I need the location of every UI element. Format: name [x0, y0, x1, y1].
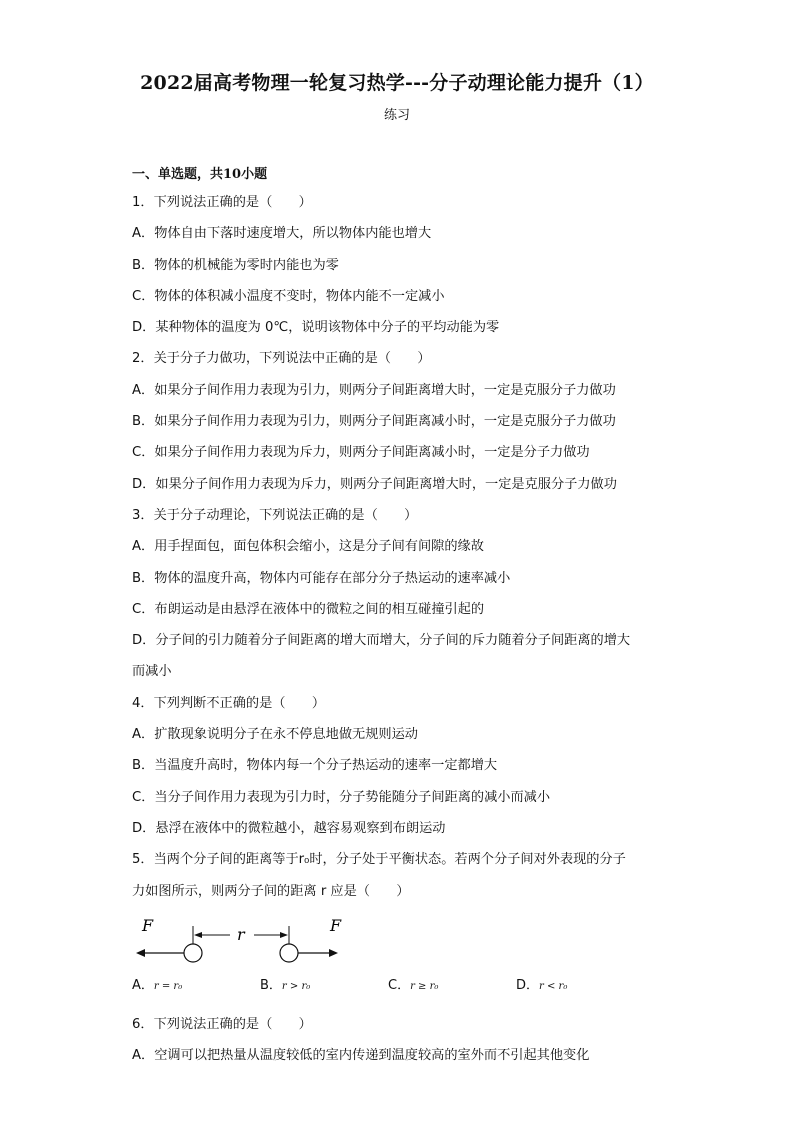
- question-5-choices: [132, 976, 672, 1016]
- choice-d-label: D．: [516, 977, 540, 993]
- question-4-option-c: C．当分子间作用力表现为引力时，分子势能随分子间距离的减小而减小: [132, 789, 551, 805]
- right-force-label: F: [330, 915, 342, 935]
- distance-arrowhead-right-icon: [280, 932, 288, 938]
- question-2-option-b: B．如果分子间作用力表现为引力，则两分子间距离减小时，一定是克服分子力做功: [132, 414, 616, 430]
- document-title: 2022届高考物理一轮复习热学---分子动理论能力提升（1）: [140, 72, 654, 94]
- choice-c-label: C．: [388, 977, 411, 993]
- question-5-stem-line-2: 力如图所示，则两分子间的距离 r 应是（ ）: [132, 883, 410, 899]
- question-2-option-c: C．如果分子间作用力表现为斥力，则两分子间距离减小时，一定是分子力做功: [132, 445, 590, 461]
- choice-d-expr: r < r₀: [539, 980, 568, 992]
- force-diagram: [132, 916, 372, 976]
- question-4-option-a: A．扩散现象说明分子在永不停息地做无规则运动: [132, 727, 418, 743]
- question-list: [132, 167, 672, 1078]
- question-4-option-d: D．悬浮在液体中的微粒越小，越容易观察到布朗运动: [132, 820, 446, 836]
- question-2-stem: 2．关于分子力做功，下列说法中正确的是（ ）: [132, 351, 431, 367]
- question-1-stem: 1．下列说法正确的是（ ）: [132, 195, 312, 210]
- choice-b-expr: r > r₀: [281, 980, 311, 992]
- question-1-option-c: C．物体的体积减小温度不变时，物体内能不一定减小: [132, 288, 445, 304]
- question-2-option-a: A．如果分子间作用力表现为引力，则两分子间距离增大时，一定是克服分子力做功: [132, 382, 616, 398]
- right-arrowhead-icon: [329, 949, 338, 957]
- question-3-option-b: B．物体的温度升高，物体内可能存在部分分子热运动的速率减小: [132, 570, 511, 586]
- document-subtitle: 练习: [383, 108, 410, 123]
- question-3-option-a: A．用手捏面包，面包体积会缩小，这是分子间有间隙的缘故: [132, 539, 484, 555]
- question-5-choice-b: [260, 976, 388, 1016]
- choice-a-expr: r = r₀: [153, 980, 183, 992]
- left-molecule: [184, 944, 202, 962]
- choice-c-expr: r ≥ r₀: [410, 980, 439, 992]
- question-6-option-a: A．空调可以把热量从温度较低的室内传递到温度较高的室外而不引起其他变化: [132, 1048, 590, 1064]
- left-force-label: F: [142, 915, 154, 935]
- question-2-option-d: D．如果分子间作用力表现为斥力，则两分子间距离增大时，一定是克服分子力做功: [132, 476, 617, 492]
- question-1-option-a: A．物体自由下落时速度增大，所以物体内能也增大: [132, 226, 432, 242]
- choice-b-label: B．: [260, 977, 282, 993]
- question-1-option-b: B．物体的机械能为零时内能也为零: [132, 257, 339, 273]
- distance-arrowhead-left-icon: [194, 932, 202, 938]
- question-6-stem: 6．下列说法正确的是（ ）: [132, 1016, 312, 1032]
- question-4-option-b: B．当温度升高时，物体内每一个分子热运动的速率一定都增大: [132, 758, 498, 774]
- left-arrowhead-icon: [136, 949, 145, 957]
- right-molecule: [280, 944, 298, 962]
- distance-label: r: [237, 924, 245, 944]
- question-1-option-d: D．某种物体的温度为 0℃，说明该物体中分子的平均动能为零: [132, 320, 500, 336]
- question-5-choice-d: [516, 976, 644, 1016]
- question-3-option-c: C．布朗运动是由悬浮在液体中的微粒之间的相互碰撞引起的: [132, 601, 485, 617]
- section-heading: 一、单选题，共10小题: [132, 167, 268, 182]
- question-3-option-d-continued: 而减小: [132, 664, 172, 680]
- question-5-choice-a: [132, 976, 260, 1016]
- question-4-stem: 4．下列判断不正确的是（ ）: [132, 695, 326, 711]
- question-3-option-d: D．分子间的引力随着分子间距离的增大而增大，分子间的斥力随着分子间距离的增大: [132, 633, 631, 649]
- question-5-stem-line-1: 5．当两个分子间的距离等于r₀时，分子处于平衡状态。若两个分子间对外表现的分子: [132, 852, 626, 868]
- choice-a-label: A．: [132, 977, 154, 993]
- question-3-stem: 3．关于分子动理论，下列说法正确的是（ ）: [132, 507, 418, 523]
- question-5-choice-c: [388, 976, 516, 1016]
- force-diagram-svg: [132, 916, 372, 976]
